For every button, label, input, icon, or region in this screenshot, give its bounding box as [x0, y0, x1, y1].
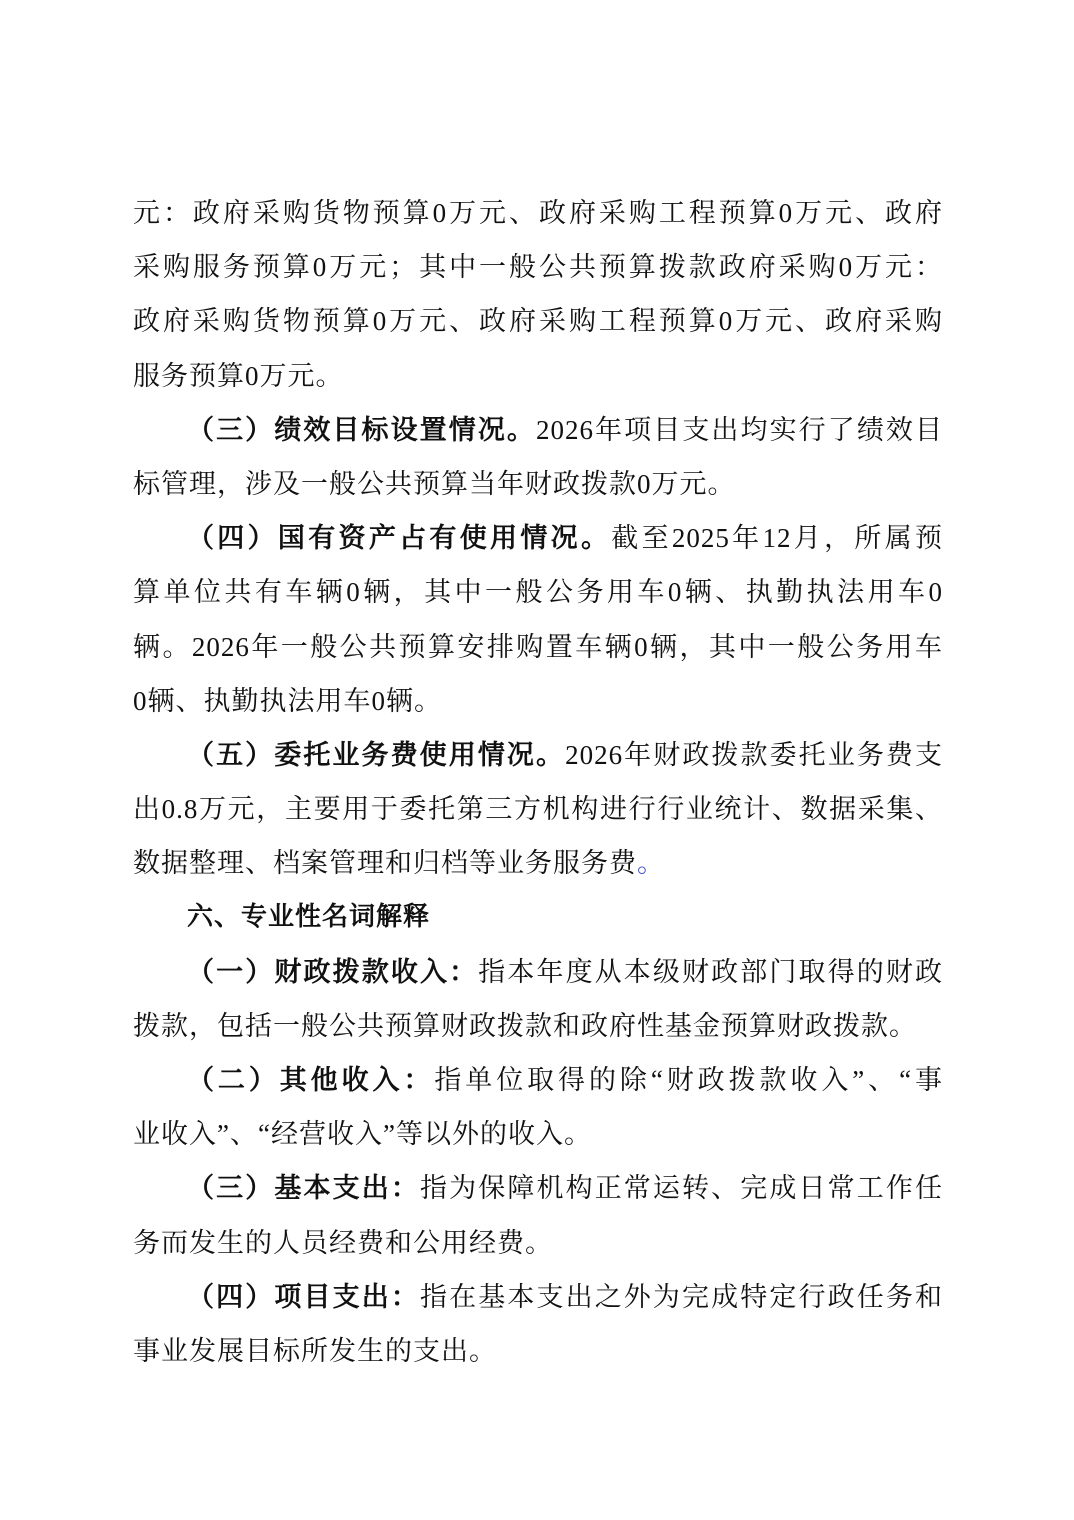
text-line: [133, 457, 943, 511]
paragraph-lead: （四）国有资产占有使用情况。: [187, 523, 612, 554]
text-line: [133, 836, 943, 890]
line-text: 标管理，涉及一般公共预算当年财政拨款0万元。: [133, 468, 736, 499]
line-text: 2026年项目支出均实行了绩效目: [536, 414, 943, 445]
paragraph-lead: （三）绩效目标设置情况。: [187, 414, 536, 445]
text-line: [133, 186, 943, 240]
line-text: 0辆、执勤执法用车0辆。: [133, 685, 442, 716]
line-tail: 。: [637, 848, 665, 879]
line-text: 2026年财政拨款委托业务费支: [565, 739, 944, 770]
line-text: 指本年度从本级财政部门取得的财政: [478, 956, 944, 987]
text-line: [133, 782, 943, 836]
line-text: 算单位共有车辆0辆，其中一般公务用车0辆、执勤执法用车0: [133, 577, 943, 608]
text-line: [133, 403, 943, 457]
text-line: [133, 620, 943, 674]
text-line: [133, 565, 943, 619]
line-text: 指为保障机构正常运转、完成日常工作任: [419, 1173, 944, 1204]
line-text: 指在基本支出之外为完成特定行政任务和: [419, 1281, 944, 1312]
text-line: [133, 1324, 943, 1378]
text-line: [133, 999, 943, 1053]
text-line: [133, 349, 943, 403]
line-text: 采购服务预算0万元；其中一般公共预算拨款政府采购0万元：: [133, 252, 943, 283]
paragraph-lead: （一）财政拨款收入：: [187, 956, 479, 987]
text-line: [133, 1053, 943, 1107]
line-text: 截至2025年12月，所属预: [611, 523, 944, 554]
text-line: [133, 728, 943, 782]
line-text: 指单位取得的除“财政拨款收入”、“事: [434, 1065, 943, 1095]
section-heading: 六、专业性名词解释: [187, 902, 431, 933]
text-line: [133, 1161, 943, 1215]
line-text: 业收入”、“经营收入”等以外的收入。: [133, 1119, 592, 1150]
text-line: [133, 1270, 943, 1324]
line-text: 数据整理、档案管理和归档等业务服务费: [133, 848, 637, 879]
text-line: [133, 945, 943, 999]
paragraph-lead: （五）委托业务费使用情况。: [187, 739, 566, 770]
line-text: 出0.8万元，主要用于委托第三方机构进行行业统计、数据采集、: [133, 794, 943, 825]
document-page: [133, 186, 943, 1378]
text-line: [133, 1216, 943, 1270]
text-line: [133, 240, 943, 294]
line-text: 务而发生的人员经费和公用经费。: [133, 1227, 553, 1258]
line-text: 拨款，包括一般公共预算财政拨款和政府性基金预算财政拨款。: [133, 1010, 917, 1041]
paragraph-lead: （三）基本支出：: [187, 1173, 420, 1204]
text-line: [133, 511, 943, 565]
text-line: [133, 674, 943, 728]
text-line: [133, 294, 943, 348]
paragraph-lead: （四）项目支出：: [187, 1281, 420, 1312]
line-text: 服务预算0万元。: [133, 360, 344, 391]
text-line: [133, 1107, 943, 1161]
line-text: 元：政府采购货物预算0万元、政府采购工程预算0万元、政府: [133, 198, 943, 228]
line-text: 政府采购货物预算0万元、政府采购工程预算0万元、政府采购: [133, 306, 943, 337]
line-text: 辆。2026年一般公共预算安排购置车辆0辆，其中一般公务用车: [133, 631, 943, 662]
line-text: 事业发展目标所发生的支出。: [133, 1335, 497, 1366]
paragraph-lead: （二）其他收入：: [187, 1065, 435, 1095]
